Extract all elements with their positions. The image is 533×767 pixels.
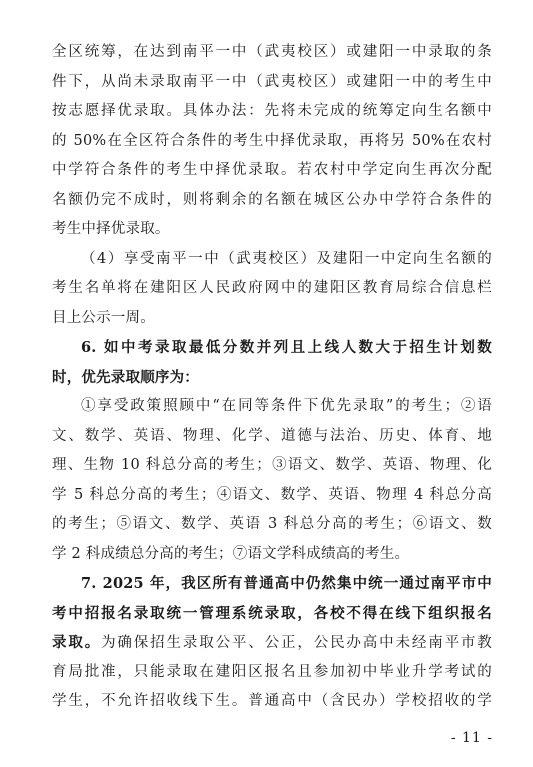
text-line: 全区统筹，在达到南平一中（武夷校区）或建阳一中录取的条 — [52, 44, 492, 60]
text-line: 按志愿择优录取。具体办法：先将未完成的统筹定向生名额中 — [52, 103, 492, 119]
text-line: 的考生；⑤语文、数学、英语 3 科总分高的考生；⑥语文、数 — [52, 516, 492, 532]
mixed-line — [52, 628, 492, 658]
text-line: 考生名单将在建阳区人民政府网中的建阳区教育局综合信息栏 — [52, 280, 492, 296]
text-line: 学 5 科总分高的考生；④语文、数学、英语、物理 4 科总分高 — [52, 486, 492, 503]
text-line: 文、数学、英语、物理、化学、道德与法治、历史、体育、地 — [52, 427, 492, 444]
text-line: 目上公示一周。 — [52, 309, 155, 326]
body-text — [52, 38, 492, 717]
normal-run: 为确保招生录取公平、公正，公民办高中未经南平市教 — [101, 635, 492, 651]
text-line: （4）享受南平一中（武夷校区）及建阳一中定向生名额的 — [81, 250, 492, 267]
section-heading-line: 考中招报名录取统一管理系统录取，各校不得在线下组织报名 — [52, 604, 492, 622]
page-number: - 11 - — [450, 730, 493, 746]
text-line: 件下，从尚未录取南平一中（武夷校区）或建阳一中的考生中 — [52, 73, 492, 90]
bold-run: 录取。 — [52, 634, 102, 651]
text-line: 的 50%在全区符合条件的考生中择优录取，再将另 50%在农村 — [52, 132, 492, 149]
text-line: 育局批准，只能录取在建阳区报名且参加初中毕业升学考试的 — [52, 663, 492, 680]
text-line: 学 2 科成绩总分高的考生；⑦语文学科成绩高的考生。 — [52, 545, 410, 562]
section-heading-line: 时，优先录取顺序为： — [52, 368, 199, 386]
text-line: ①享受政策照顾中“在同等条件下优先录取”的考生；②语 — [81, 398, 492, 414]
text-line: 考生中择优录取。 — [52, 221, 170, 237]
text-line: 学生，不允许招收线下生。普通高中（含民办）学校招收的学 — [52, 693, 492, 709]
text-line: 中学符合条件的考生中择优录取。若农村中学定向生再次分配 — [52, 162, 492, 178]
text-line: 理、生物 10 科总分高的考生；③语文、数学、英语、物理、化 — [52, 457, 492, 473]
section-heading-line: 6. 如中考录取最低分数并列且上线人数大于招生计划数 — [81, 339, 492, 356]
section-heading-line: 7. 2025 年，我区所有普通高中仍然集中统一通过南平市中 — [81, 575, 492, 592]
text-line: 名额仍完不成时，则将剩余的名额在城区公办中学符合条件的 — [52, 191, 492, 208]
